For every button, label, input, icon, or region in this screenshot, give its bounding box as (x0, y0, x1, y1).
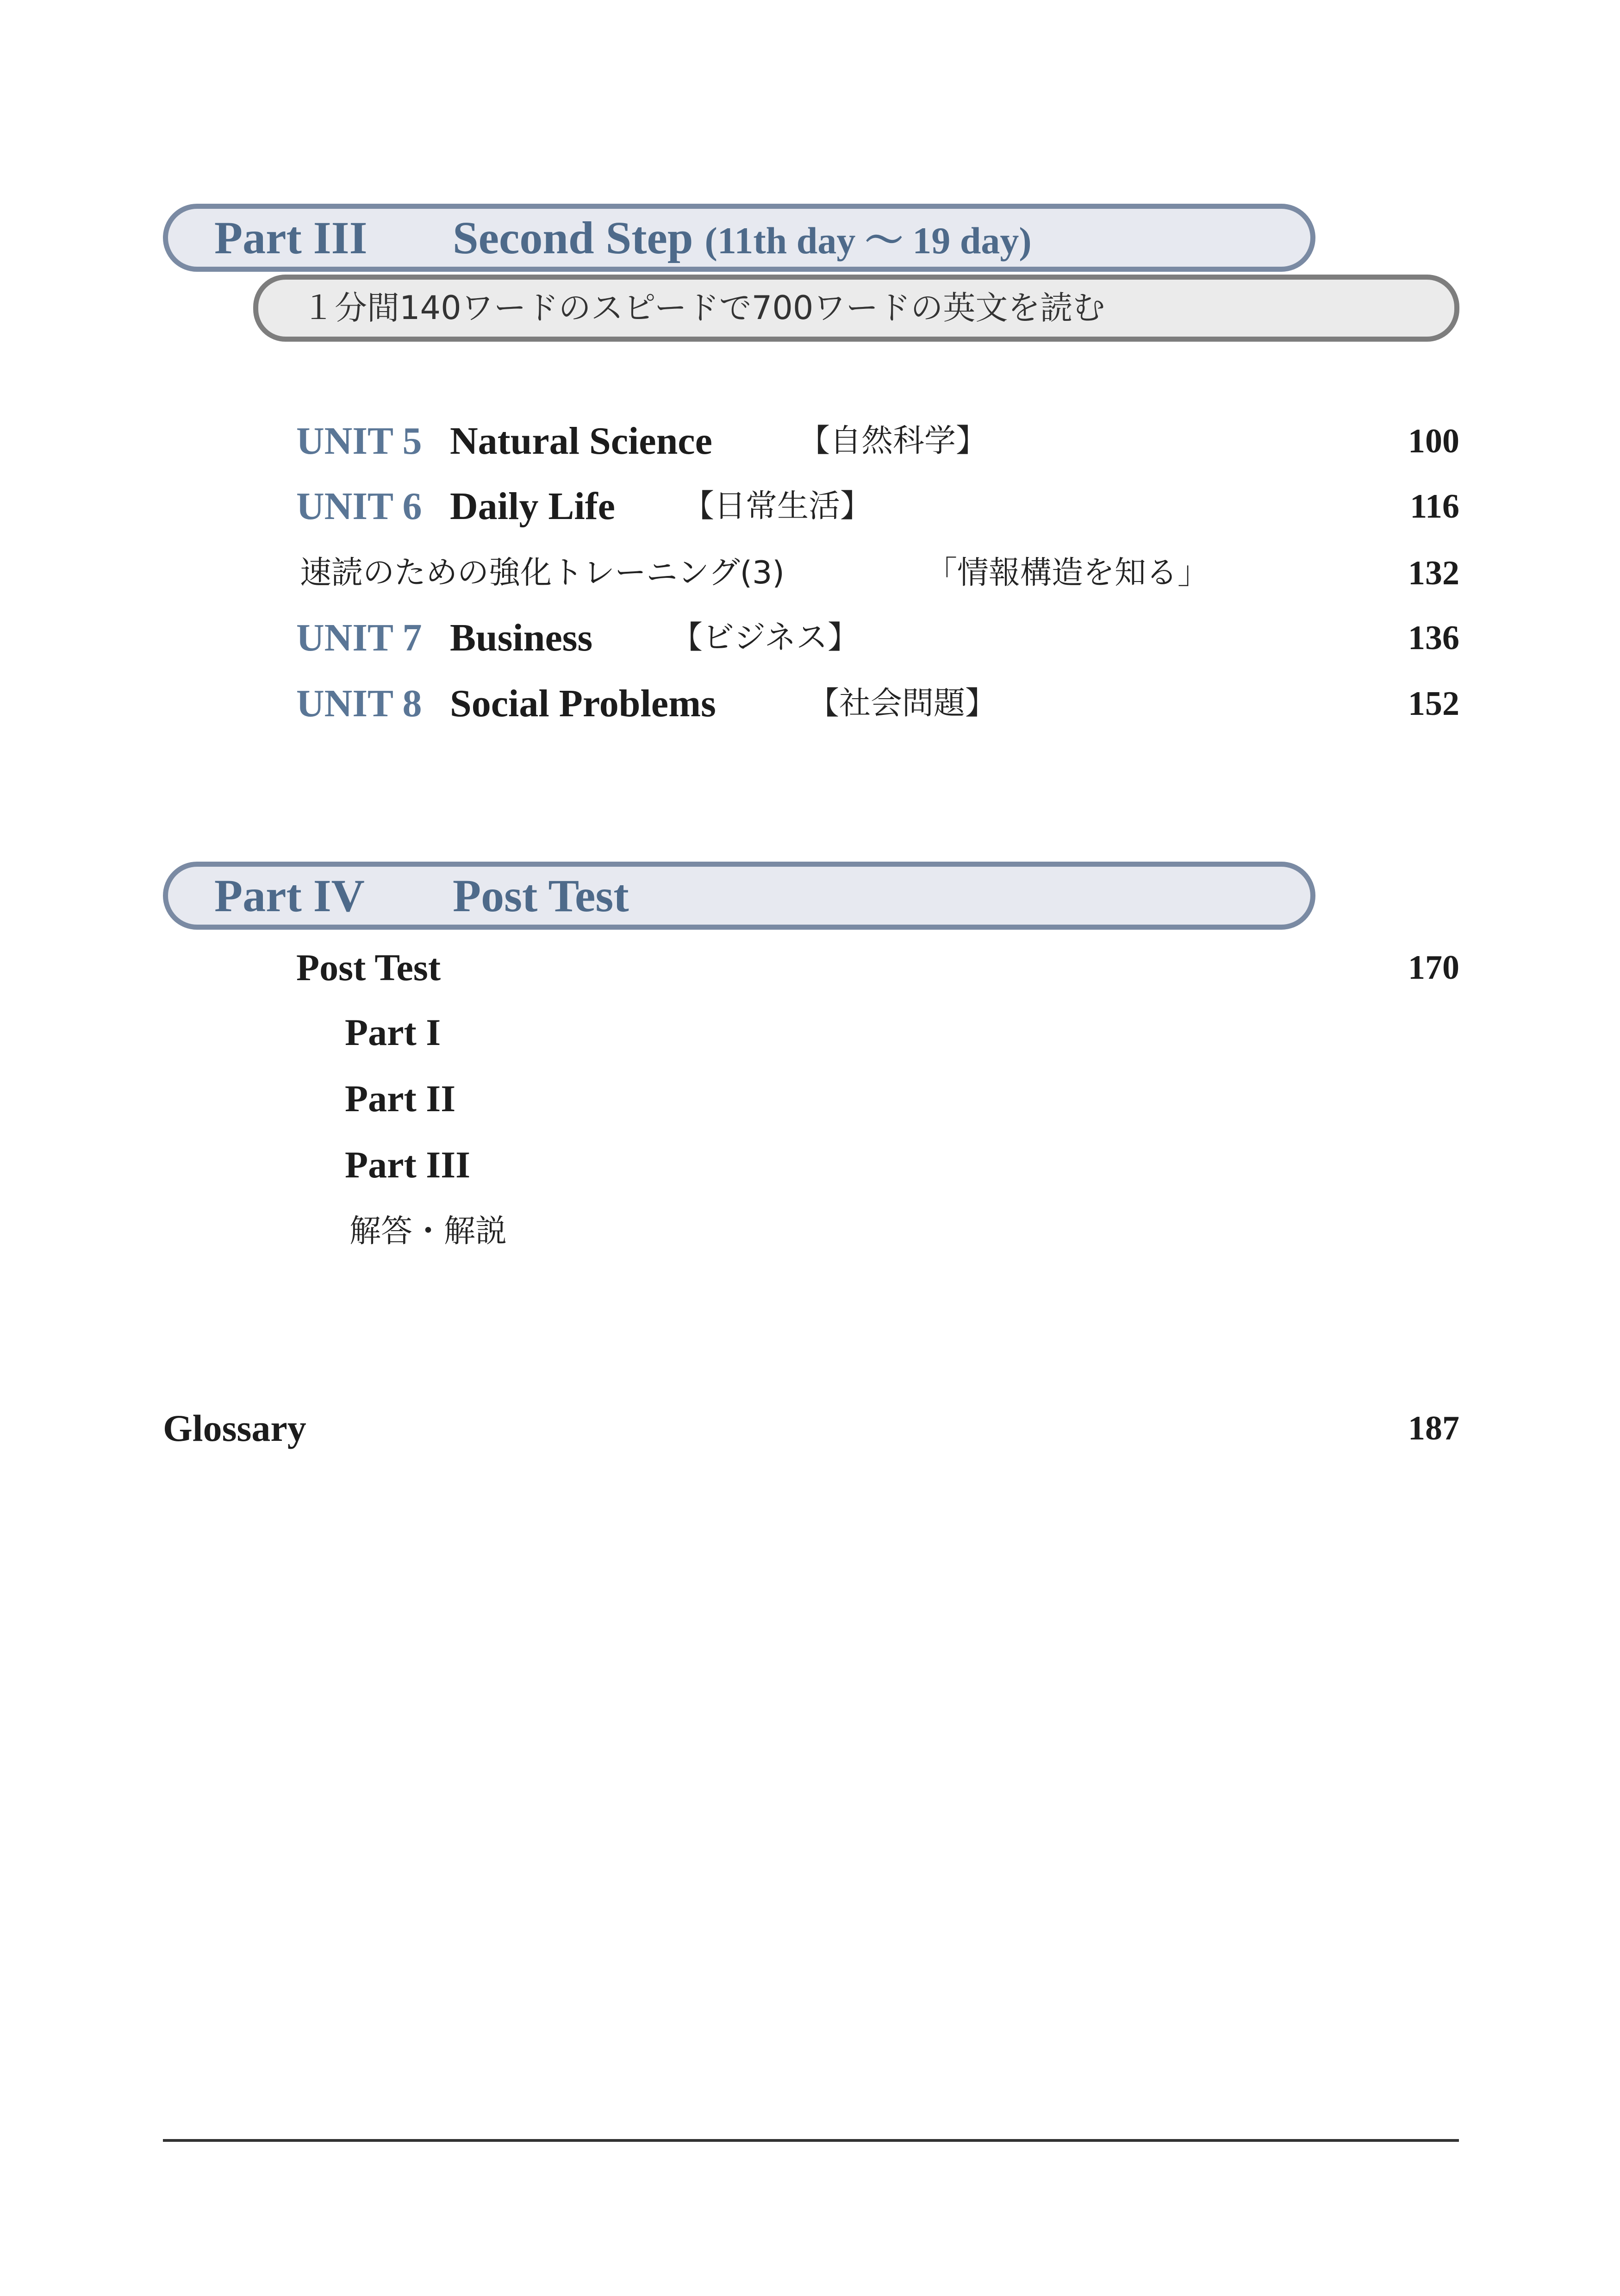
part3-title-text: Second Step (453, 212, 693, 263)
unit-label: UNIT 6 (296, 485, 422, 528)
toc-entry-unit5[interactable] (0, 413, 1620, 469)
unit-label: UNIT 7 (296, 616, 422, 659)
unit-title-jp: 【ビジネス】 (671, 619, 859, 656)
page-number: 136 (1408, 619, 1459, 657)
part4-banner (163, 862, 1315, 930)
toc-entry-post-test[interactable] (0, 940, 1620, 995)
subpart-title: Part III (345, 1144, 471, 1186)
toc-subentry-part3[interactable] (0, 1137, 1620, 1193)
answers-title: 解答・解説 (349, 1213, 507, 1250)
toc-entry-unit8[interactable] (0, 676, 1620, 732)
page-number: 100 (1408, 422, 1459, 460)
part3-subtitle-banner (253, 275, 1459, 342)
post-test-title: Post Test (296, 946, 441, 988)
unit-label: UNIT 5 (296, 419, 422, 463)
part4-title: Post Test (453, 870, 629, 921)
training-subtitle: 「情報構造を知る」 (926, 555, 1209, 591)
page-number: 187 (1408, 1409, 1459, 1447)
toc-entry-glossary[interactable] (0, 1401, 1620, 1456)
toc-subentry-answers[interactable] (0, 1204, 1620, 1259)
subpart-title: Part II (345, 1077, 456, 1120)
part4-number: Part IV (214, 870, 365, 921)
unit-label: UNIT 8 (296, 682, 422, 725)
part3-number: Part III (214, 212, 368, 263)
toc-entry-unit6[interactable] (0, 479, 1620, 534)
part3-title (453, 209, 1032, 269)
part3-range: (11th day ～ 19 day) (704, 219, 1032, 262)
unit-title-jp: 【日常生活】 (683, 488, 872, 525)
toc-subentry-part2[interactable] (0, 1071, 1620, 1126)
unit-title-jp: 【社会問題】 (808, 685, 997, 722)
footer-rule (163, 2139, 1459, 2142)
page-number: 152 (1408, 685, 1459, 723)
page-number: 132 (1408, 554, 1459, 592)
toc-subentry-part1[interactable] (0, 1005, 1620, 1060)
training-title: 速読のための強化トレーニング(3) (300, 555, 785, 591)
unit-title: Daily Life (450, 485, 615, 528)
page-number: 170 (1408, 949, 1459, 987)
subpart-title: Part I (345, 1011, 441, 1053)
part3-banner (163, 204, 1315, 272)
page-number: 116 (1410, 488, 1459, 526)
toc-entry-unit7[interactable] (0, 610, 1620, 666)
toc-entry-training3[interactable] (0, 545, 1620, 601)
unit-title: Natural Science (450, 419, 712, 463)
unit-title: Social Problems (450, 682, 716, 725)
unit-title: Business (450, 616, 593, 659)
glossary-title: Glossary (163, 1407, 306, 1449)
part3-subtitle: １分間140ワードのスピードで700ワードの英文を読む (302, 289, 1105, 327)
unit-title-jp: 【自然科学】 (798, 423, 988, 459)
